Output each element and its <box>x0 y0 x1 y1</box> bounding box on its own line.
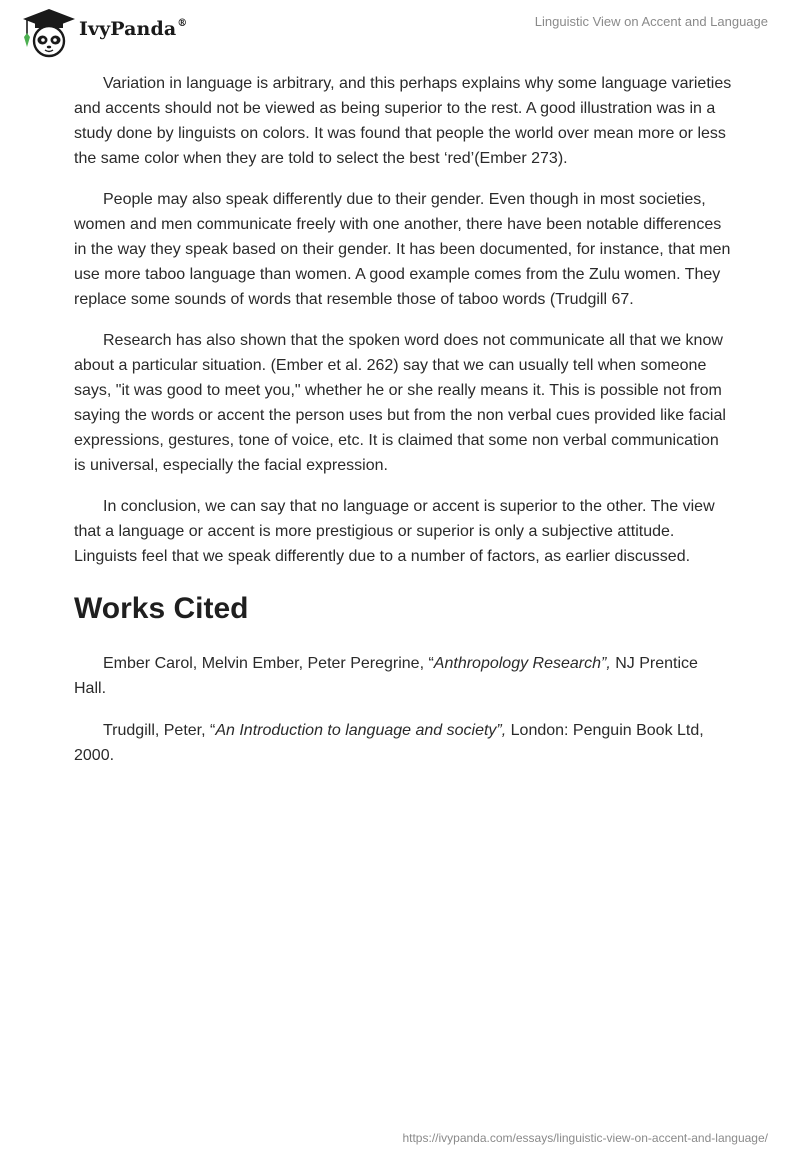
brand-name[interactable]: IvyPanda® <box>79 17 188 40</box>
page-header <box>0 0 800 60</box>
document-title: Linguistic View on Accent and Language <box>534 14 768 29</box>
essay-body <box>74 71 734 785</box>
body-paragraph: Variation in language is arbitrary, and this perhaps explains why some language varieties and accents should not be viewed as being superior to the rest. A good illustration was in a study done by linguists on colors. It was found that people the world over mean more or less the same color when they are told to select the best ‘red’(Ember 273). <box>74 75 732 167</box>
citation-entry: Ember Carol, Melvin Ember, Peter Peregrine, “Anthropology Research”, NJ Prentice Hall. <box>74 655 698 697</box>
body-paragraph: Research has also shown that the spoken word does not communicate all that we know about a particular situation. (Ember et al. 262) say that we can usually tell when someone says, "it was good to meet you," whether he or she really means it. This is possible not from saying the words or accent the person uses but from the non verbal cues provided like facial expressions, gestures, tone of voice, etc. It is claimed that some non verbal communication is universal, especially the facial expression. <box>74 332 726 474</box>
source-url[interactable]: https://ivypanda.com/essays/linguistic-view-on-accent-and-language/ <box>402 1131 768 1145</box>
works-cited-heading: Works Cited <box>74 592 249 625</box>
citation-title: Anthropology Research”, <box>433 655 611 672</box>
panda-graduate-icon[interactable] <box>15 7 75 59</box>
citation-entry: Trudgill, Peter, “An Introduction to language and society”, London: Penguin Book Ltd, 2000. <box>74 722 704 764</box>
body-paragraph: People may also speak differently due to their gender. Even though in most societies, women and men communicate freely with one another, there have been notable differences in the way they speak based on their gender. It has been documented, for instance, that men use more taboo language than women. A good example comes from the Zulu women. They replace some sounds of words that resemble those of taboo words (Trudgill 67. <box>74 191 731 308</box>
citation-title: An Introduction to language and society”, <box>215 722 507 739</box>
body-paragraph: In conclusion, we can say that no language or accent is superior to the other. The view that a language or accent is more prestigious or superior is only a subjective attitude. Linguists feel that we speak differently due to a number of factors, as earlier discussed. <box>74 498 715 565</box>
